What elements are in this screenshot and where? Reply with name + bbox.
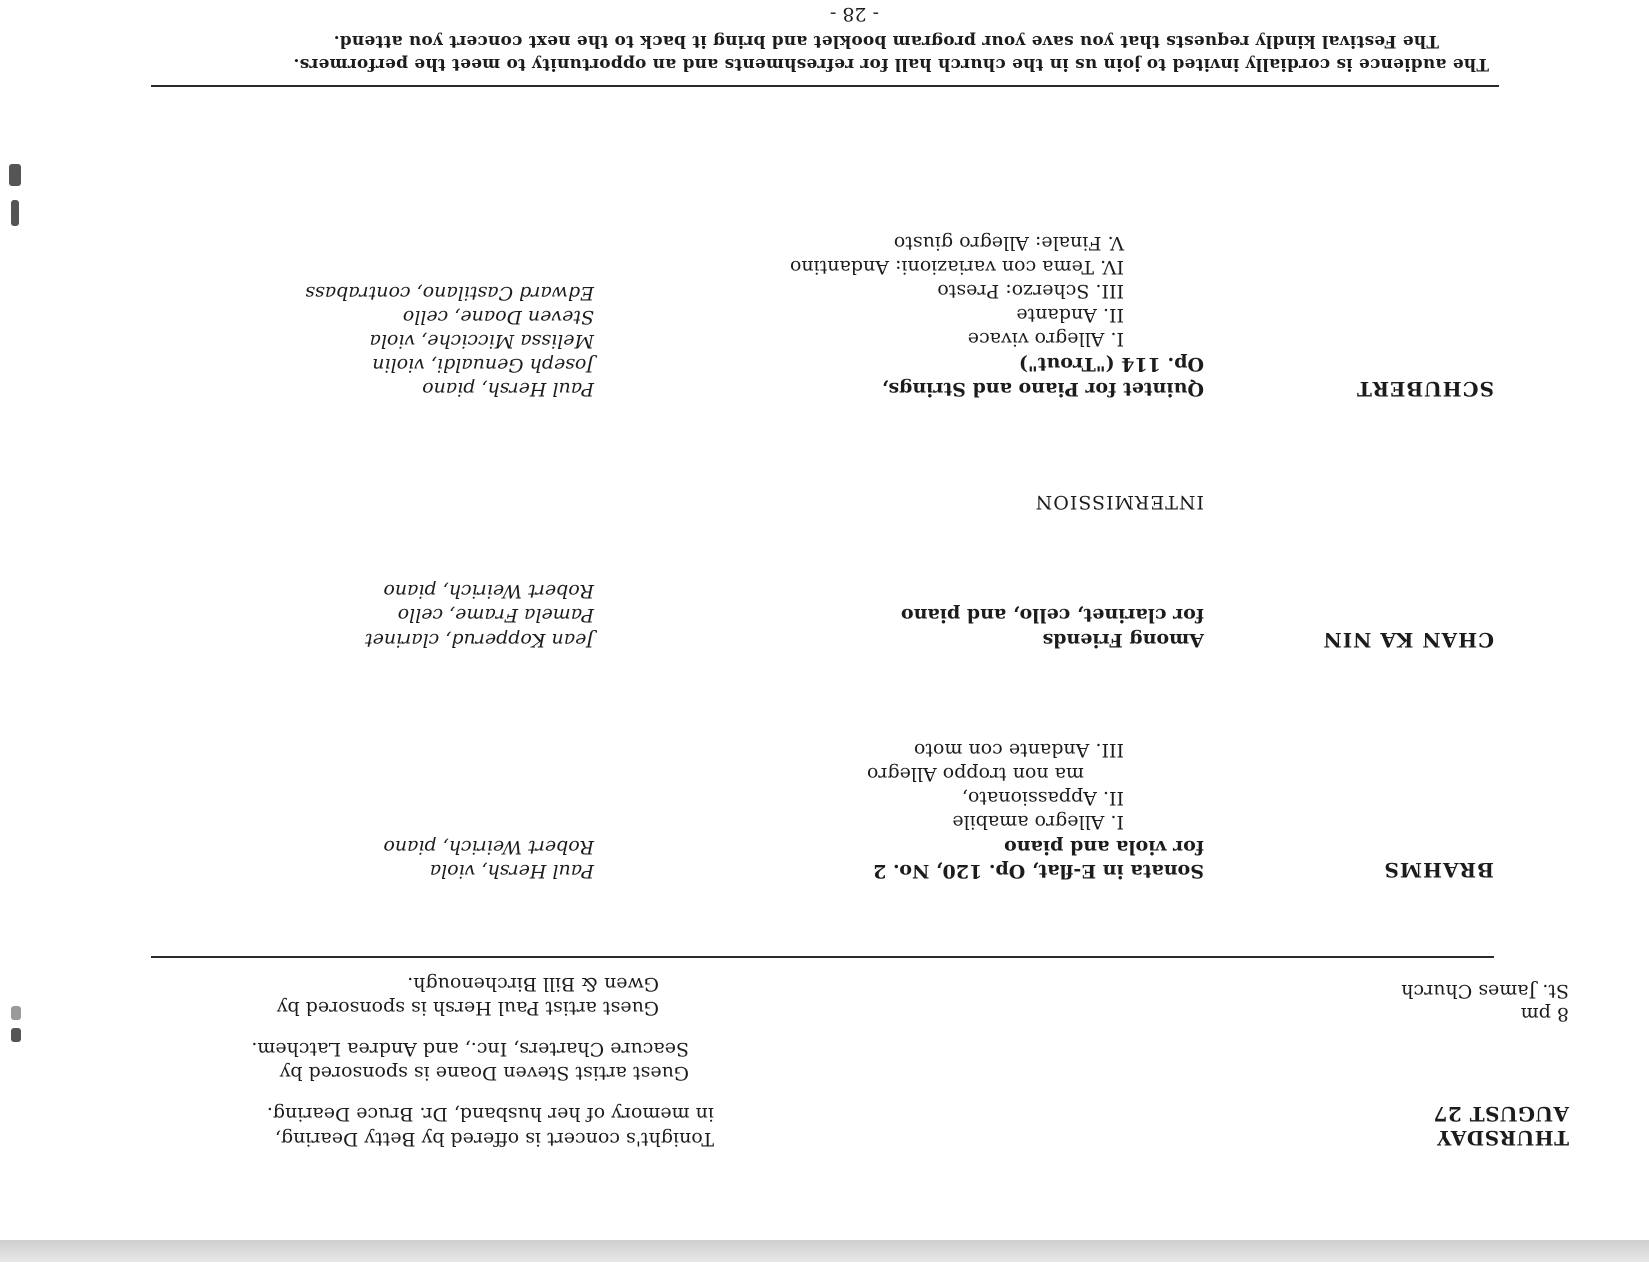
- sponsor-line: Tonight's concert is offered by Betty Dearing,: [274, 1128, 714, 1150]
- performer: Joseph Genualdi, violin: [372, 354, 594, 376]
- work-title: Quintet for Piano and Strings,: [881, 378, 1204, 400]
- sponsor-line: Gwen & Bill Birchenough.: [407, 973, 659, 995]
- work-subtitle: for viola and piano: [1004, 836, 1204, 858]
- performer: Paul Hersh, viola: [429, 860, 594, 882]
- binding-hole-mark: [11, 1006, 21, 1020]
- sponsor-line: Guest artist Steven Doane is sponsored by: [279, 1062, 689, 1084]
- concert-date: AUGUST 27: [1432, 1102, 1569, 1126]
- binding-hole-mark: [11, 200, 19, 226]
- performer: Edward Castilano, contrabass: [305, 282, 594, 304]
- movement: I. Allegro vivace: [967, 328, 1124, 350]
- sponsor-line: in memory of her husband, Dr. Bruce Dearing.: [266, 1103, 714, 1125]
- binding-hole-mark: [11, 1028, 21, 1042]
- performer: Pamela Frame, cello: [397, 604, 594, 626]
- movement: V. Finale: Allegro giusto: [893, 232, 1124, 254]
- performer: Robert Weirich, piano: [383, 580, 594, 602]
- header-divider: [151, 956, 1494, 958]
- composer-name: CHAN KA NIN: [1322, 628, 1494, 652]
- sponsor-line: Guest artist Paul Hersh is sponsored by: [276, 997, 659, 1019]
- concert-day: THURSDAY: [1436, 1126, 1569, 1150]
- footer-note: The audience is cordially invited to join us in the church hall for refreshments and an opportunity to meet the performers.: [293, 54, 1489, 74]
- movement: III. Scherzo: Presto: [937, 280, 1124, 302]
- composer-name: SCHUBERT: [1356, 377, 1494, 401]
- movement: IV. Tema con variazioni: Andantino: [789, 256, 1124, 278]
- work-title: Sonata in E-flat, Op. 120, No. 2: [873, 860, 1204, 882]
- performer: Steven Doane, cello: [402, 306, 594, 328]
- composer-name: BRAHMS: [1383, 858, 1494, 882]
- movement: II. Appassionato,: [961, 787, 1124, 809]
- performer: Jean Kopperud, clarinet: [364, 629, 594, 651]
- movement: III. Andante con moto: [913, 739, 1124, 761]
- performer: Paul Hersh, piano: [422, 378, 594, 400]
- footer-divider: [151, 85, 1499, 87]
- work-subtitle: for clarinet, cello, and piano: [900, 604, 1204, 626]
- work-subtitle: Op. 114 ("Trout"): [1018, 353, 1204, 375]
- performer: Melissa Micciche, viola: [369, 330, 594, 352]
- movement: I. Allegro amabile: [952, 811, 1124, 833]
- concert-time: 8 pm: [1520, 1003, 1569, 1025]
- page-number: - 28 -: [829, 3, 879, 25]
- movement: ma non troppo Allegro: [866, 763, 1084, 785]
- performer: Robert Weirich, piano: [383, 836, 594, 858]
- concert-venue: St. James Church: [1401, 980, 1569, 1002]
- work-title: Among Friends: [1042, 629, 1204, 651]
- intermission-label: INTERMISSION: [1034, 491, 1204, 513]
- movement: II. Andante: [1016, 304, 1124, 326]
- sponsor-line: Seacure Charters, Inc., and Andrea Latchem.: [251, 1038, 689, 1060]
- binding-hole-mark: [9, 164, 21, 186]
- scan-shadow-band: [0, 1240, 1649, 1262]
- footer-note: The Festival kindly requests that you save your program booklet and bring it back to the next concert you attend.: [333, 31, 1439, 51]
